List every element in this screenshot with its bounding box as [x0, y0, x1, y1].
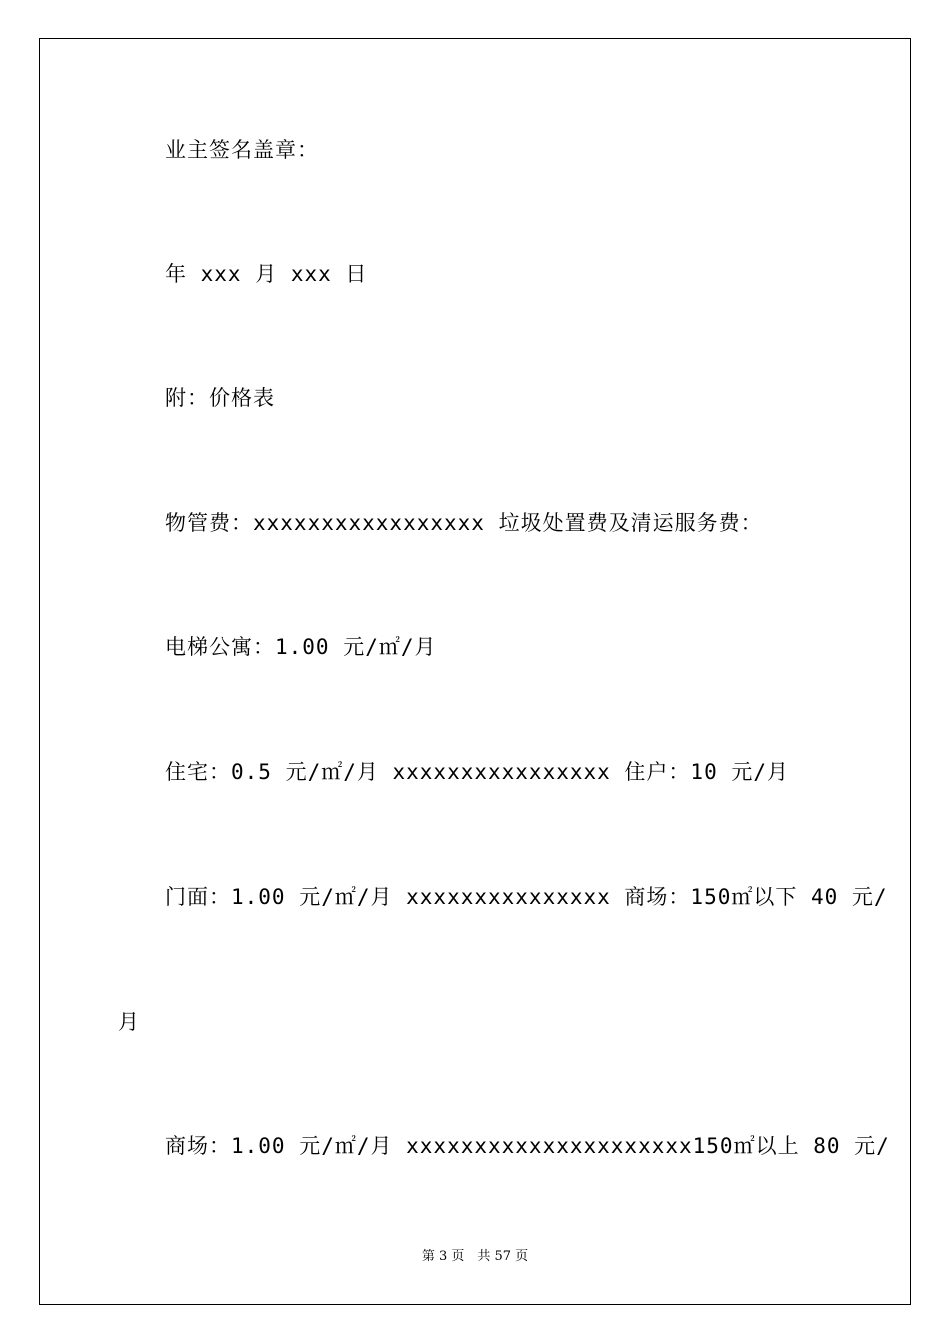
owner-signature-line: 业主签名盖章：: [165, 138, 319, 162]
elevator-apartment-fee-line: 电梯公寓：1.00 元/㎡/月: [165, 635, 437, 659]
price-table-heading: 附：价格表: [165, 386, 275, 410]
date-line: 年 xxx 月 xxx 日: [165, 262, 368, 286]
page-number-footer: 第 3 页 共 57 页: [421, 1249, 529, 1264]
storefront-fee-line: 门面：1.00 元/㎡/月 xxxxxxxxxxxxxxx 商场：150㎡以下 40 元/: [165, 885, 888, 909]
mall-fee-line: 商场：1.00 元/㎡/月 xxxxxxxxxxxxxxxxxxxxx150㎡以上 80 元/: [165, 1134, 890, 1158]
storefront-fee-continuation: 月: [118, 1010, 140, 1034]
residential-fee-line: 住宅：0.5 元/㎡/月 xxxxxxxxxxxxxxxx 住户：10 元/月: [165, 760, 790, 784]
property-fee-line: 物管费：xxxxxxxxxxxxxxxxx 垃圾处置费及清运服务费：: [165, 511, 763, 535]
page-frame: [39, 38, 911, 1305]
